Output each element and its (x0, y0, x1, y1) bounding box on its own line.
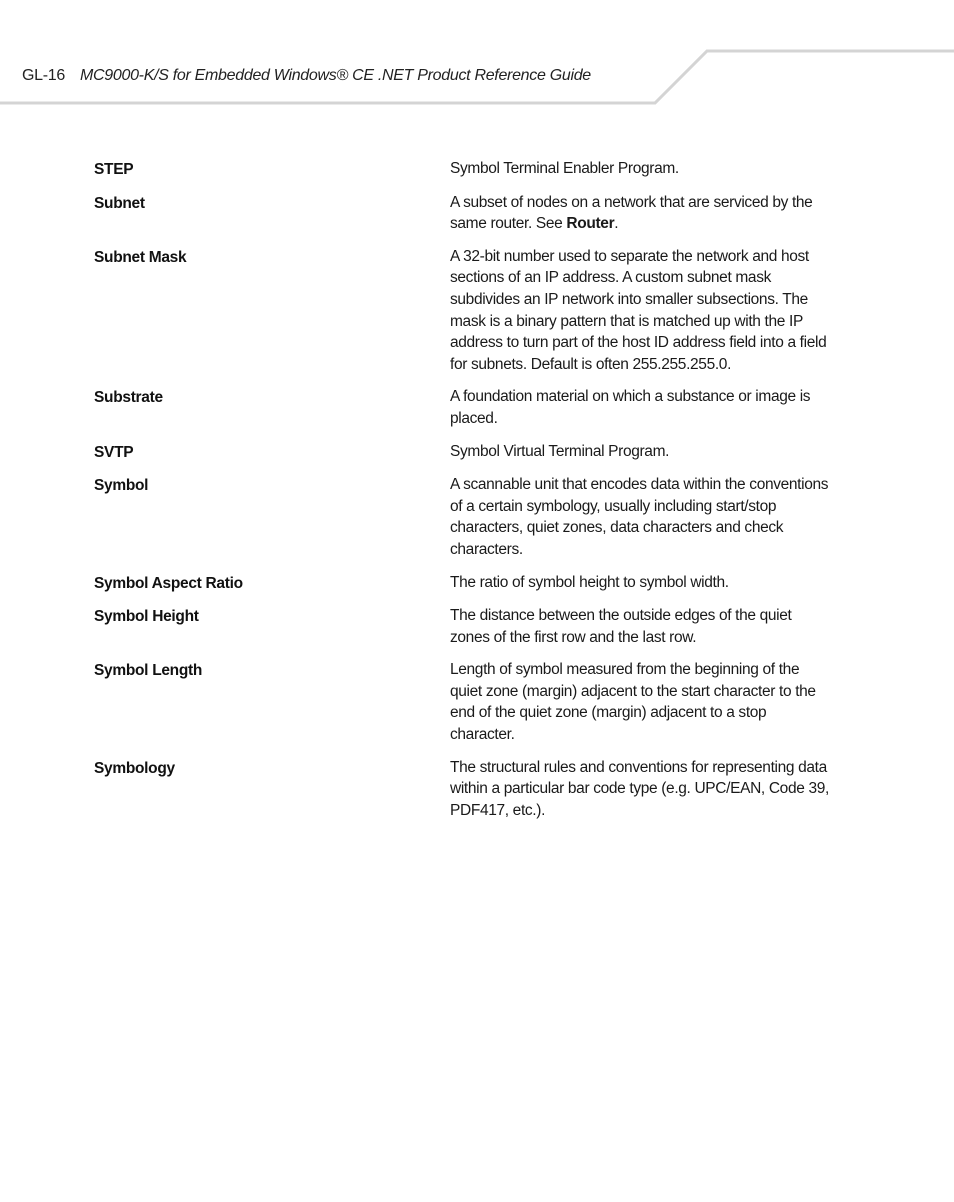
header-rule-graphic (0, 0, 954, 110)
glossary-term: SVTP (94, 443, 134, 461)
glossary-definition: Symbol Terminal Enabler Program. (450, 160, 679, 177)
glossary-entry (94, 757, 834, 822)
glossary-term: Symbology (94, 759, 175, 777)
glossary-definition: A scannable unit that encodes data within the conventions of a certain symbology, usually including start/stop characters, quiet zones, data characters and check characters. (450, 476, 829, 558)
definition-punctuation: . (614, 215, 619, 233)
glossary-entry (94, 158, 834, 181)
running-title: MC9000-K/S for Embedded Windows® CE .NET Product Reference Guide (80, 67, 591, 84)
glossary-term: Subnet (94, 194, 145, 212)
glossary-entry (94, 386, 834, 429)
definition-text: A subset of nodes on a network that are serviced by the same router. See (450, 193, 813, 233)
glossary-definition: A 32-bit number used to separate the network and host sections of an IP address. A custom subnet mask subdivides an IP network into smaller subsections. The mask is a binary pattern that is matched up with the IP address to turn part of the host ID address field into a field for subnets. Default is often 255.255.255.0. (450, 247, 827, 373)
glossary-entry (94, 572, 834, 595)
glossary-term: Subnet Mask (94, 248, 187, 266)
glossary-definition: Length of symbol measured from the beginning of the quiet zone (margin) adjacent to the start character to the end of the quiet zone (margin) adjacent to a stop character. (450, 661, 816, 744)
glossary-term: Symbol Aspect Ratio (94, 574, 243, 592)
cross-reference-link[interactable]: Router (566, 215, 615, 233)
glossary-list (94, 158, 834, 832)
glossary-entry (94, 605, 834, 648)
glossary-term: Substrate (94, 389, 163, 407)
glossary-definition: The structural rules and conventions for representing data within a particular bar code type (e.g. UPC/EAN, Code 39, PDF417, etc.). (450, 758, 829, 819)
glossary-definition: The ratio of symbol height to symbol width. (450, 573, 729, 591)
glossary-entry (94, 474, 834, 560)
glossary-entry (94, 441, 834, 464)
glossary-entry (94, 192, 834, 235)
glossary-term: STEP (94, 161, 134, 178)
glossary-term: Symbol Length (94, 662, 203, 680)
glossary-term: Symbol Height (94, 608, 199, 626)
glossary-entry (94, 246, 834, 376)
glossary-entry (94, 659, 834, 745)
glossary-definition: Symbol Virtual Terminal Program. (450, 442, 670, 460)
glossary-definition (450, 192, 830, 235)
glossary-definition: A foundation material on which a substance or image is placed. (450, 388, 811, 427)
glossary-term: Symbol (94, 477, 149, 495)
page-number: GL-16 (22, 67, 65, 84)
glossary-definition: The distance between the outside edges of the quiet zones of the first row and the last row. (450, 607, 792, 646)
